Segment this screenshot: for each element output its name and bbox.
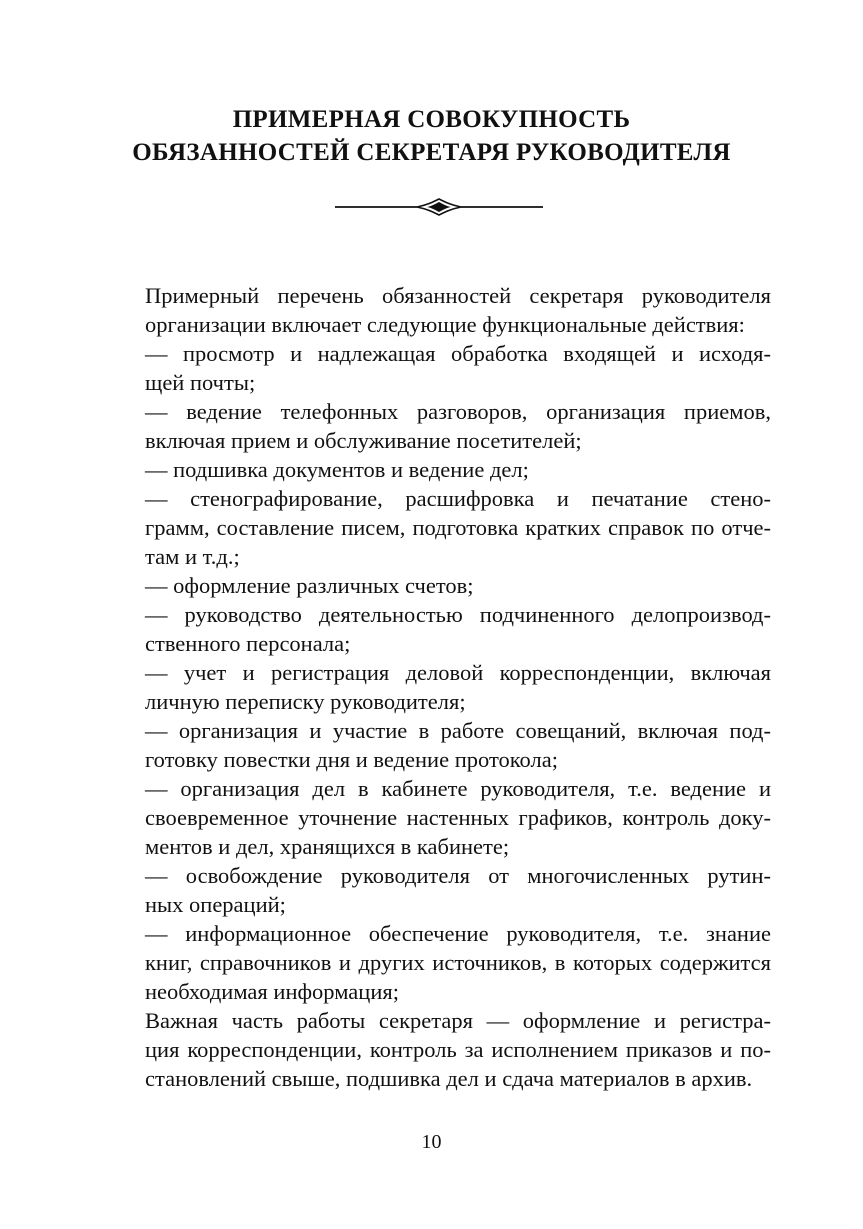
list-item [110,600,771,658]
page-title [60,103,803,169]
closing-paragraph [110,1006,771,1093]
text-line: своевременное уточнение настенных графиков, контроль доку- [145,805,771,830]
text-line: — учет и регистрация деловой корреспонденции, включая [145,660,771,685]
text-line: — стенографирование, расшифровка и печатание стено- [145,486,771,511]
list-item [110,484,771,571]
list-item [110,455,771,484]
list-item [110,716,771,774]
list-item [110,339,771,397]
text-line: Важная часть работы секретаря — оформление и регистра- [145,1008,771,1033]
text-line: ственного персонала; [145,631,351,656]
text-line: — руководство деятельностью подчиненного делопроизвод- [145,602,771,627]
text-line: щей почты; [145,370,256,395]
list-item [110,571,771,600]
list-item [110,774,771,861]
text-line: становлений свыше, подшивка дел и сдача материалов в архив. [145,1066,753,1091]
text-line: ция корреспонденции, контроль за исполнением приказов и по- [145,1037,771,1062]
list-item [110,861,771,919]
page-number: 10 [421,1131,442,1153]
list-item [110,919,771,1006]
text-line: ных операций; [145,892,286,917]
text-line: — информационное обеспечение руководителя, т.е. знание [145,921,771,946]
text-line: ментов и дел, хранящихся в кабинете; [145,834,510,859]
list-item [110,397,771,455]
text-line: там и т.д.; [145,544,240,569]
text-line: — организация и участие в работе совещаний, включая под- [145,718,771,743]
intro-paragraph [110,281,771,339]
title-line-1: ПРИМЕРНАЯ СОВОКУПНОСТЬ [232,106,631,133]
text-line: Примерный перечень обязанностей секретаря руководителя [145,283,771,308]
list-item [110,658,771,716]
text-line: — ведение телефонных разговоров, организация приемов, [145,399,771,424]
text-line: — просмотр и надлежащая обработка входящей и исходя- [145,341,771,366]
text-line: личную переписку руководителя; [145,689,466,714]
text-line: — подшивка документов и ведение дел; [145,457,529,482]
title-line-2: ОБЯЗАННОСТЕЙ СЕКРЕТАРЯ РУКОВОДИТЕЛЯ [132,139,731,166]
text-line: — организация дел в кабинете руководителя, т.е. ведение и [145,776,771,801]
text-line: включая прием и обслуживание посетителей; [145,428,582,453]
text-line: грамм, составление писем, подготовка кратких справок по отче- [145,515,771,540]
text-line: — освобождение руководителя от многочисленных рутин- [145,863,771,888]
body-text [110,281,771,1093]
ornament-divider-icon [335,196,543,218]
text-line: готовку повестки дня и ведение протокола; [145,747,558,772]
text-line: книг, справочников и других источников, в которых содержится [145,950,771,975]
text-line: — оформление различных счетов; [145,573,474,598]
text-line: необходимая информация; [145,979,399,1004]
text-line: организации включает следующие функциональные действия: [145,312,745,337]
